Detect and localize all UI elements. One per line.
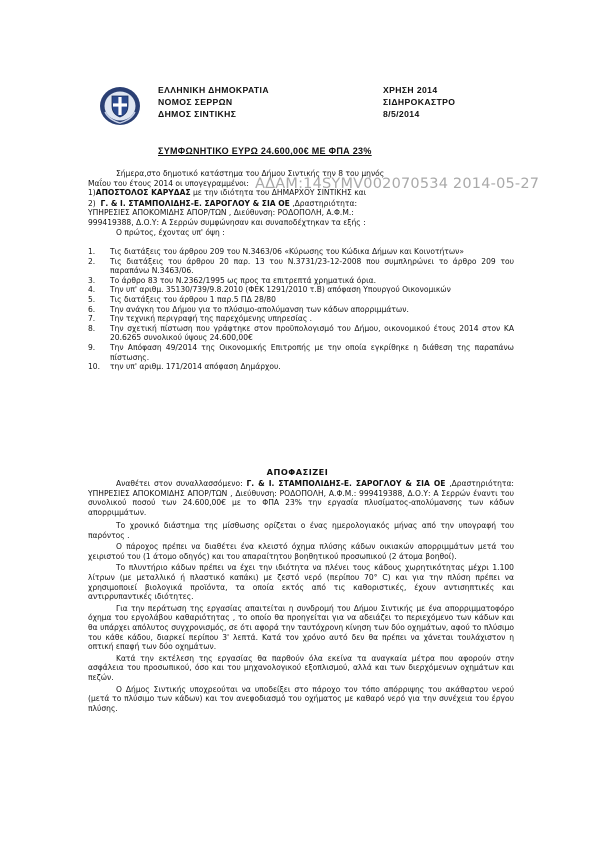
term-paragraph: Κατά την εκτέλεση της εργασίας θα παρθούν όλα εκείνα τα αναγκαία μέτρα που αφορούν στην ασφάλεια του προσωπικού, όσο και του μηχανολογικού εξοπλισμού, αλλά και των διερχόμενων οχημάτων και πεζών. [88, 653, 514, 682]
consideration-number: 4. [88, 285, 96, 295]
decision-section [88, 479, 514, 517]
greek-emblem-icon [99, 86, 141, 126]
party-2-name: Γ. & Ι. ΣΤΑΜΠΟΛΙΔΗΣ-Ε. ΣΑΡΟΓΛΟΥ & ΣΙΑ ΟΕ [100, 198, 290, 208]
consideration-item [88, 343, 514, 362]
consideration-number: 1. [88, 247, 96, 256]
consideration-text: Τις διατάξεις του άρθρου 209 του Ν.3463/06 «Κύρωσης του Κώδικα Δήμων και Κοινοτήτων» [110, 247, 464, 256]
consideration-number: 5. [88, 294, 96, 304]
terms-section [88, 521, 514, 715]
consideration-number: 10. [88, 362, 101, 372]
decides-heading: ΑΠΟΦΑΣΙΖΕΙ [266, 467, 329, 477]
consideration-text: Το άρθρο 83 του Ν.2362/1995 ως προς τα επιτρεπτά χρηματικά όρια. [110, 275, 377, 285]
consideration-item [88, 314, 514, 324]
consideration-text: Τις διατάξεις του άρθρου 1 παρ.5 ΠΔ 28/80 [110, 294, 276, 304]
party-2-tax: 999419388, Δ.Ο.Υ: Α Σερρών συμφώνησαν και συναποδέχτηκαν τα εξής : [88, 217, 366, 227]
consideration-number: 9. [88, 342, 96, 352]
issuer-line: ΔΗΜΟΣ ΣΙΝΤΙΚΗΣ [158, 109, 237, 119]
term-paragraph: Ο Δήμος Σιντικής υποχρεούται να υποδείξει στο πάροχο τον τόπο απόρριψης του ακάθαρτου νερού (μετά το πλύσιμο των κάδων) και τον ανεφοδιασμό του οχήματος με καθαρό νερό για την συνέχεια του έργου πλύσης. [88, 684, 514, 713]
document-title: ΣΥΜΦΩΝΗΤΙΚΟ ΕΥΡΩ 24.600,00€ ΜΕ ΦΠΑ 23% [158, 146, 372, 156]
consideration-item [88, 324, 514, 343]
consideration-item [88, 362, 514, 372]
intro-line: Μαΐου του έτους 2014 οι υπογεγραμμένοι: [88, 178, 249, 188]
consideration-text: Την ανάγκη του Δήμου για το πλύσιμο-απολύμανση των κάδων απορριμμάτων. [110, 304, 409, 314]
issuer-line: ΕΛΛΗΝΙΚΗ ΔΗΜΟΚΡΑΤΙΑ [158, 85, 269, 95]
date: 8/5/2014 [383, 109, 420, 119]
party-1-role: με την ιδιότητα του ΔΗΜΑΡΧΟΥ ΣΙΝΤΙΚΗΣ και [190, 188, 367, 198]
intro-line: Σήμερα,στο δημοτικό κατάστημα του Δήμου Σιντικής την 8 του μηνός [116, 169, 385, 178]
consideration-item [88, 295, 514, 305]
party-2: 2) Γ. & Ι. ΣΤΑΜΠΟΛΙΔΗΣ-Ε. ΣΑΡΟΓΛΟΥ & ΣΙΑ ΟΕ ,Δραστηριότητα: [88, 198, 357, 208]
consideration-number: 3. [88, 275, 96, 285]
considerations-intro: Ο πρώτος, έχοντας υπ' όψη : [116, 227, 225, 237]
consideration-text: Την Απόφαση 49/2014 της Οικονομικής Επιτροπής με την οποία εγκρίθηκε η διάθεση της παραπάνω πίστωσης. [110, 342, 514, 362]
term-paragraph: Ο πάροχος πρέπει να διαθέτει ένα κλειστό όχημα πλύσης κάδων οικιακών απορριμμάτων μετά του χειριστού του (1 άτομο οδηγός) και του απαραίτητου βοηθητικού προσωπικού (2 άτομα βοηθοί). [88, 542, 514, 561]
fiscal-year: ΧΡΗΣΗ 2014 [383, 85, 438, 95]
consideration-text: Τις διατάξεις του άρθρου 20 παρ. 13 του Ν.3731/23-12-2008 που συμπληρώνει το άρθρο 209 του παραπάνω Ν.3463/06. [110, 256, 514, 276]
consideration-item [88, 247, 514, 257]
consideration-number: 6. [88, 304, 96, 314]
decision-pre: Αναθέτει στον συναλλασσόμενο: [116, 479, 247, 488]
party-2-activity: ,Δραστηριότητα: [289, 198, 357, 208]
party-2-address: ΥΠΗΡΕΣΙΕΣ ΑΠΟΚΟΜΙΔΗΣ ΑΠΟΡ/ΤΩΝ , Διεύθυνση: ΡΟΔΟΠΟΛΗ, Α.Φ.Μ.: [88, 208, 354, 218]
term-paragraph: Το πλυντήριο κάδων πρέπει να έχει την ιδιότητα να πλένει τους κάδους χωρητικότητας μέχρι 1.100 λίτρων (με μεταλλικό ή πλαστικό καπάκι) με ζεστό νερό (περίπου 70° C) και για την πλύση πρέπει να χρησιμοποιεί βιολογικά προϊόντα, τα οποία εκτός από τις καθοριστικές, έχουν αντισηπτικές και αντιρρυπαντικές ιδιότητες. [88, 563, 514, 602]
consideration-item [88, 285, 514, 295]
consideration-text: Την υπ' αριθμ. 35130/739/9.8.2010 (ΦΕΚ 1291/2010 τ.Β) απόφαση Υπουργού Οικονομικών [110, 285, 451, 295]
consideration-text: Την σχετική πίστωση που γράφτηκε στον προϋπολογισμό του Δήμου, οικονομικού έτους 2014 στον ΚΑ 20.6265 συνολικού ύψους 24.600,00€ [110, 323, 514, 343]
term-paragraph: Για την περάτωση της εργασίας απαιτείται η συνδρομή του Δήμου Σιντικής με ένα απορριμματοφόρο όχημα του εργολάβου καθαριότητας , το οποίο θα προηγείται για να αδειάζει το περιεχόμενο των κάδων και θα υπάρχει απόλυτος συγχρονισμός, σε ότι αφορά την ταυτόχρονη κίνηση των δύο οχημάτων, αφού το πλύσιμο του κάθε κάδου, διαρκεί περίπου 3' λεπτά. Κατά τον χρόνο αυτό δεν θα πρέπει να χάνεται τουλάχιστον η οπτική επαφή των δύο οχημάτων. [88, 603, 514, 652]
meta-block [383, 84, 455, 120]
consideration-item [88, 305, 514, 315]
party-1-name: ΑΠΟΣΤΟΛΟΣ ΚΑΡΥΔΑΣ [95, 188, 191, 198]
consideration-text: την υπ' αριθμ. 171/2014 απόφαση Δημάρχου. [110, 362, 281, 372]
contractor-name: Γ. & Ι. ΣΤΑΜΠΟΛΙΔΗΣ-Ε. ΣΑΡΟΓΛΟΥ & ΣΙΑ ΟΕ [246, 479, 446, 488]
party-1: 1)ΑΠΟΣΤΟΛΟΣ ΚΑΡΥΔΑΣ με την ιδιότητα του ΔΗΜΑΡΧΟΥ ΣΙΝΤΙΚΗΣ και [88, 188, 367, 198]
consideration-item [88, 257, 514, 276]
consideration-item [88, 276, 514, 286]
consideration-number: 2. [88, 256, 96, 266]
decision-rest: ,Δραστηριότητα: ΥΠΗΡΕΣΙΕΣ ΑΠΟΚΟΜΙΔΗΣ ΑΠΟΡ/ΤΩΝ , Διεύθυνση: ΡΟΔΟΠΟΛΗ, Α.Φ.Μ.: 999419388, Δ.Ο.Υ: Α Σερρών έναντι του συνολικού ποσού των 24.600,00€ με το ΦΠΑ 23% την εργασία πλυσίματος-απολύμανσης των κάδων απορριμμάτων. [88, 479, 514, 517]
consideration-text: Την τεχνική περιγραφή της παρεχόμενης υπηρεσίας . [110, 314, 313, 324]
issuer-block [158, 84, 269, 120]
decision-text [88, 479, 514, 517]
issuer-line: ΝΟΜΟΣ ΣΕΡΡΩΝ [158, 97, 233, 107]
ada-watermark: ΑΔΑΜ:14SYMV002070534 2014-05-27 [255, 176, 540, 192]
considerations-list [88, 247, 514, 372]
consideration-number: 7. [88, 314, 96, 324]
place: ΣΙΔΗΡΟΚΑΣΤΡΟ [383, 97, 456, 107]
consideration-number: 8. [88, 323, 96, 333]
term-paragraph: Το χρονικό διάστημα της μίσθωσης ορίζεται ο ένας ημερολογιακός μήνας από την υπογραφή του παρόντος . [88, 521, 514, 540]
